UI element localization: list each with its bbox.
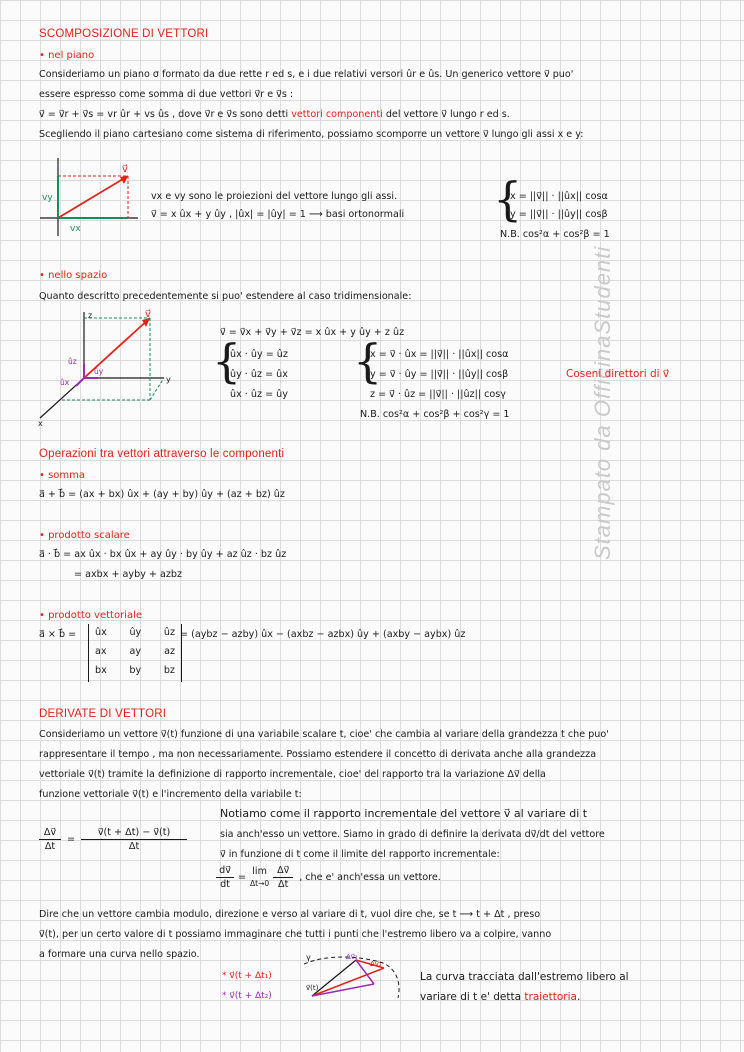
equation-main: v⃗ = v⃗x + v⃗y + v⃗z = x ûx + y ûy + z ûz (220, 327, 405, 338)
direction-cosine-eq: y = v⃗ · ûy = ||v⃗|| · ||ûy|| cosβ (370, 369, 509, 380)
vector-v-arrow (58, 176, 128, 218)
note-line: v⃗ in funzione di t come il limite del rapporto incrementale: (220, 849, 500, 860)
label-ux: ûx (60, 378, 70, 387)
equals-sign: = (67, 834, 76, 845)
matrix-cell: ûz (163, 627, 175, 638)
figure-2d-vector (36, 154, 142, 240)
trajectory-note: La curva tracciata dall'estremo libero al (420, 971, 629, 983)
brace: { (493, 172, 523, 226)
nb-note: N.B. cos²α + cos²β = 1 (500, 229, 610, 240)
paragraph-line: rappresentare il tempo , ma non necessariamente. Possiamo estendere il concetto di derivata anche alla grandezza (39, 749, 597, 760)
unit-product-eq: ûy · ûz = ûx (230, 369, 288, 380)
matrix-cell: ûy (129, 627, 142, 638)
bullet-prodotto-vettoriale-label: prodotto vettoriale (48, 610, 143, 621)
label-gamma: γ (306, 953, 311, 962)
fraction-denominator: Δt (278, 879, 289, 890)
cross-lhs: a⃗ × b⃗ = (39, 629, 77, 640)
dot-equation: a⃗ · b⃗ = ax ûx · bx ûx + ay ûy · by ûy + az ûz · bz ûz (39, 549, 287, 560)
matrix-row (95, 664, 175, 677)
trajectory-note (420, 990, 580, 1005)
system-eq: y = ||v⃗|| · ||ûy|| cosβ (510, 209, 608, 220)
label-v-t-dt1: * v⃗(t + Δt₁) (222, 971, 272, 981)
fraction (81, 826, 187, 853)
label-v: v⃗ (122, 164, 128, 175)
fraction (273, 864, 293, 891)
projection-note: vx e vy sono le proiezioni del vettore lungo gli assi. (151, 191, 398, 202)
sum-equation: a⃗ + b⃗ = (ax + bx) ûx + (ay + by) ûy + (az + bz) ûz (39, 489, 285, 500)
paragraph-line: Dire che un vettore cambia modulo, direzione e verso al variare di t, vuol dire che, se t ⟶ t + Δt , preso (39, 909, 541, 920)
text-span: variare di t e' detta (420, 991, 525, 1003)
projection-line (150, 378, 164, 400)
label-z: z (88, 311, 93, 320)
fraction-numerator: v⃗(t + Δt) − v⃗(t) (97, 827, 171, 838)
paragraph-line: essere espresso come somma di due vettori v⃗r e v⃗s : (39, 89, 294, 100)
paragraph-line: vettoriale v⃗(t) tramite la definizione di rapporto incrementale, cioe' del rapporto tra la variazione Δv⃗ della (39, 769, 546, 780)
highlight-vettori-componenti: vettori componenti (291, 109, 383, 120)
label-y: y (166, 375, 171, 384)
brace: { (212, 334, 242, 388)
paragraph-line: Consideriamo un vettore v⃗(t) funzione di una variabile scalare t, cioe' che cambia al variare della grandezza t che puo' (39, 729, 609, 740)
label-v: v⃗ (145, 309, 151, 320)
fraction-numerator: dv⃗ (219, 865, 231, 876)
matrix-cell: bx (95, 665, 107, 676)
label-uz: ûz (68, 357, 77, 366)
matrix-row (95, 626, 175, 639)
note-line: sia anch'esso un vettore. Siamo in grado di definire la derivata dv⃗/dt del vettore (220, 829, 605, 840)
matrix-cell: ay (129, 646, 142, 657)
limit-label: lim (252, 866, 267, 877)
direction-cosine-eq: x = v⃗ · ûx = ||v⃗|| · ||ûx|| cosα (370, 349, 509, 360)
note-line: Notiamo come il rapporto incrementale del vettore v⃗ al variare di t (220, 807, 588, 820)
figure-trajectory (298, 950, 410, 1010)
fraction (216, 864, 234, 891)
label-delta-v1: Δv⃗₁ (346, 953, 358, 961)
matrix-cell: ax (95, 646, 107, 657)
matrix-row (95, 645, 175, 658)
matrix-cell: bz (163, 665, 175, 676)
cross-rhs: = (aybz − azby) ûx − (axbz − azbx) ûy + (axby − aybx) ûz (180, 629, 466, 640)
matrix-cell: ûx (95, 627, 107, 638)
system-eq: x = ||v⃗|| · ||ûx|| cosα (510, 191, 608, 202)
fraction-denominator: Δt (128, 841, 140, 852)
label-uy: ûy (94, 367, 104, 376)
fraction-denominator: dt (220, 879, 230, 890)
bullet-prodotto-scalare-label: prodotto scalare (48, 530, 130, 541)
watermark: Stampato da OfficinaStudenti (590, 245, 615, 560)
fraction-denominator: Δt (44, 841, 56, 852)
section-title-scomposizione: SCOMPOSIZIONE DI VETTORI (39, 28, 209, 40)
text-span: v⃗ = v⃗r + v⃗s = vr ûr + vs ûs , dove v⃗r e v⃗s sono detti (39, 109, 292, 120)
dot-equation-result: = axbx + ayby + azbz (74, 569, 183, 580)
matrix-cell: by (129, 665, 142, 676)
bullet-nel-piano-label: nel piano (48, 50, 95, 61)
unit-product-eq: ûx · ûy = ûz (230, 349, 288, 360)
derivative-limit (216, 864, 441, 891)
brace: { (353, 334, 383, 388)
vector-v-t (312, 960, 356, 996)
label-v-t: v⃗(t) (306, 984, 319, 992)
paragraph-line: Quanto descritto precedentemente si puo' estendere al caso tridimensionale: (39, 291, 412, 302)
figure-3d-vector (32, 306, 212, 428)
paragraph-line: Scegliendo il piano cartesiano come sistema di riferimento, possiamo scomporre un vettore v⃗ lungo gli assi x e y: (39, 129, 584, 140)
paragraph-line: a formare una curva nello spazio. (39, 949, 200, 960)
paragraph-line: funzione vettoriale v⃗(t) e l'incremento della variabile t: (39, 789, 302, 800)
label-v-t-dt1-text: v⃗(t + Δt₁) (229, 971, 272, 981)
determinant-matrix (88, 624, 182, 682)
paragraph-line: v⃗(t), per un certo valore di t possiamo immaginare che tutti i punti che l'estremo libero va a colpire, vanno (39, 929, 552, 940)
nb-note: N.B. cos²α + cos²β + cos²γ = 1 (360, 409, 510, 420)
paragraph-line (39, 108, 510, 121)
paragraph-line: Consideriamo un piano σ formato da due rette r ed s, e i due relativi versori ûr e ûs. Un generico vettore v⃗ puo' (39, 69, 574, 80)
label-vy: vy (42, 193, 53, 203)
text-span: . (576, 991, 581, 1003)
bullet-prodotto-scalare: • prodotto scalare (39, 530, 130, 541)
fraction-numerator: Δv⃗ (43, 827, 57, 838)
limit-subscript: Δt→0 (250, 879, 270, 888)
bullet-prodotto-vettoriale: • prodotto vettoriale (39, 610, 143, 621)
unit-product-eq: ûx · ûz = ûy (230, 389, 288, 400)
matrix-cell: az (164, 646, 175, 657)
coseni-direttori-label: Coseni direttori di v⃗ (566, 368, 670, 380)
label-v-t-dt2: * v⃗(t + Δt₂) (222, 991, 272, 1001)
label-x: x (38, 419, 43, 428)
limit-tail: , che e' anch'essa un vettore. (299, 872, 441, 883)
orthonormal-note: v⃗ = x ûx + y ûy , |ûx| = |ûy| = 1 ⟶ basi ortonormali (151, 209, 405, 220)
bullet-nello-spazio: • nello spazio (39, 270, 108, 281)
unit-ux (76, 378, 84, 386)
bullet-nello-spazio-label: nello spazio (48, 270, 108, 281)
fraction (39, 826, 61, 853)
label-delta-v2: Δv⃗₂ (370, 960, 382, 968)
vector-v-t-dt2 (312, 984, 374, 996)
direction-cosine-eq: z = v⃗ · ûz = ||v⃗|| · ||ûz|| cosγ (370, 389, 506, 400)
bullet-somma: • somma (39, 470, 86, 481)
bullet-somma-label: somma (48, 470, 86, 481)
label-vx: vx (70, 224, 81, 234)
label-v-t-dt2-text: v⃗(t + Δt₂) (229, 991, 272, 1001)
bullet-nel-piano: • nel piano (39, 50, 95, 61)
highlight-traiettoria: traiettoria (524, 991, 577, 1003)
equals-sign: = (238, 872, 247, 883)
section-title-operazioni: Operazioni tra vettori attraverso le componenti (39, 448, 285, 460)
text-span: del vettore v⃗ lungo r ed s. (382, 109, 510, 120)
limit-operator (250, 865, 269, 890)
section-title-derivate: DERIVATE DI VETTORI (39, 708, 167, 720)
fraction-numerator: Δv⃗ (277, 865, 290, 876)
incremental-ratio (39, 826, 187, 853)
